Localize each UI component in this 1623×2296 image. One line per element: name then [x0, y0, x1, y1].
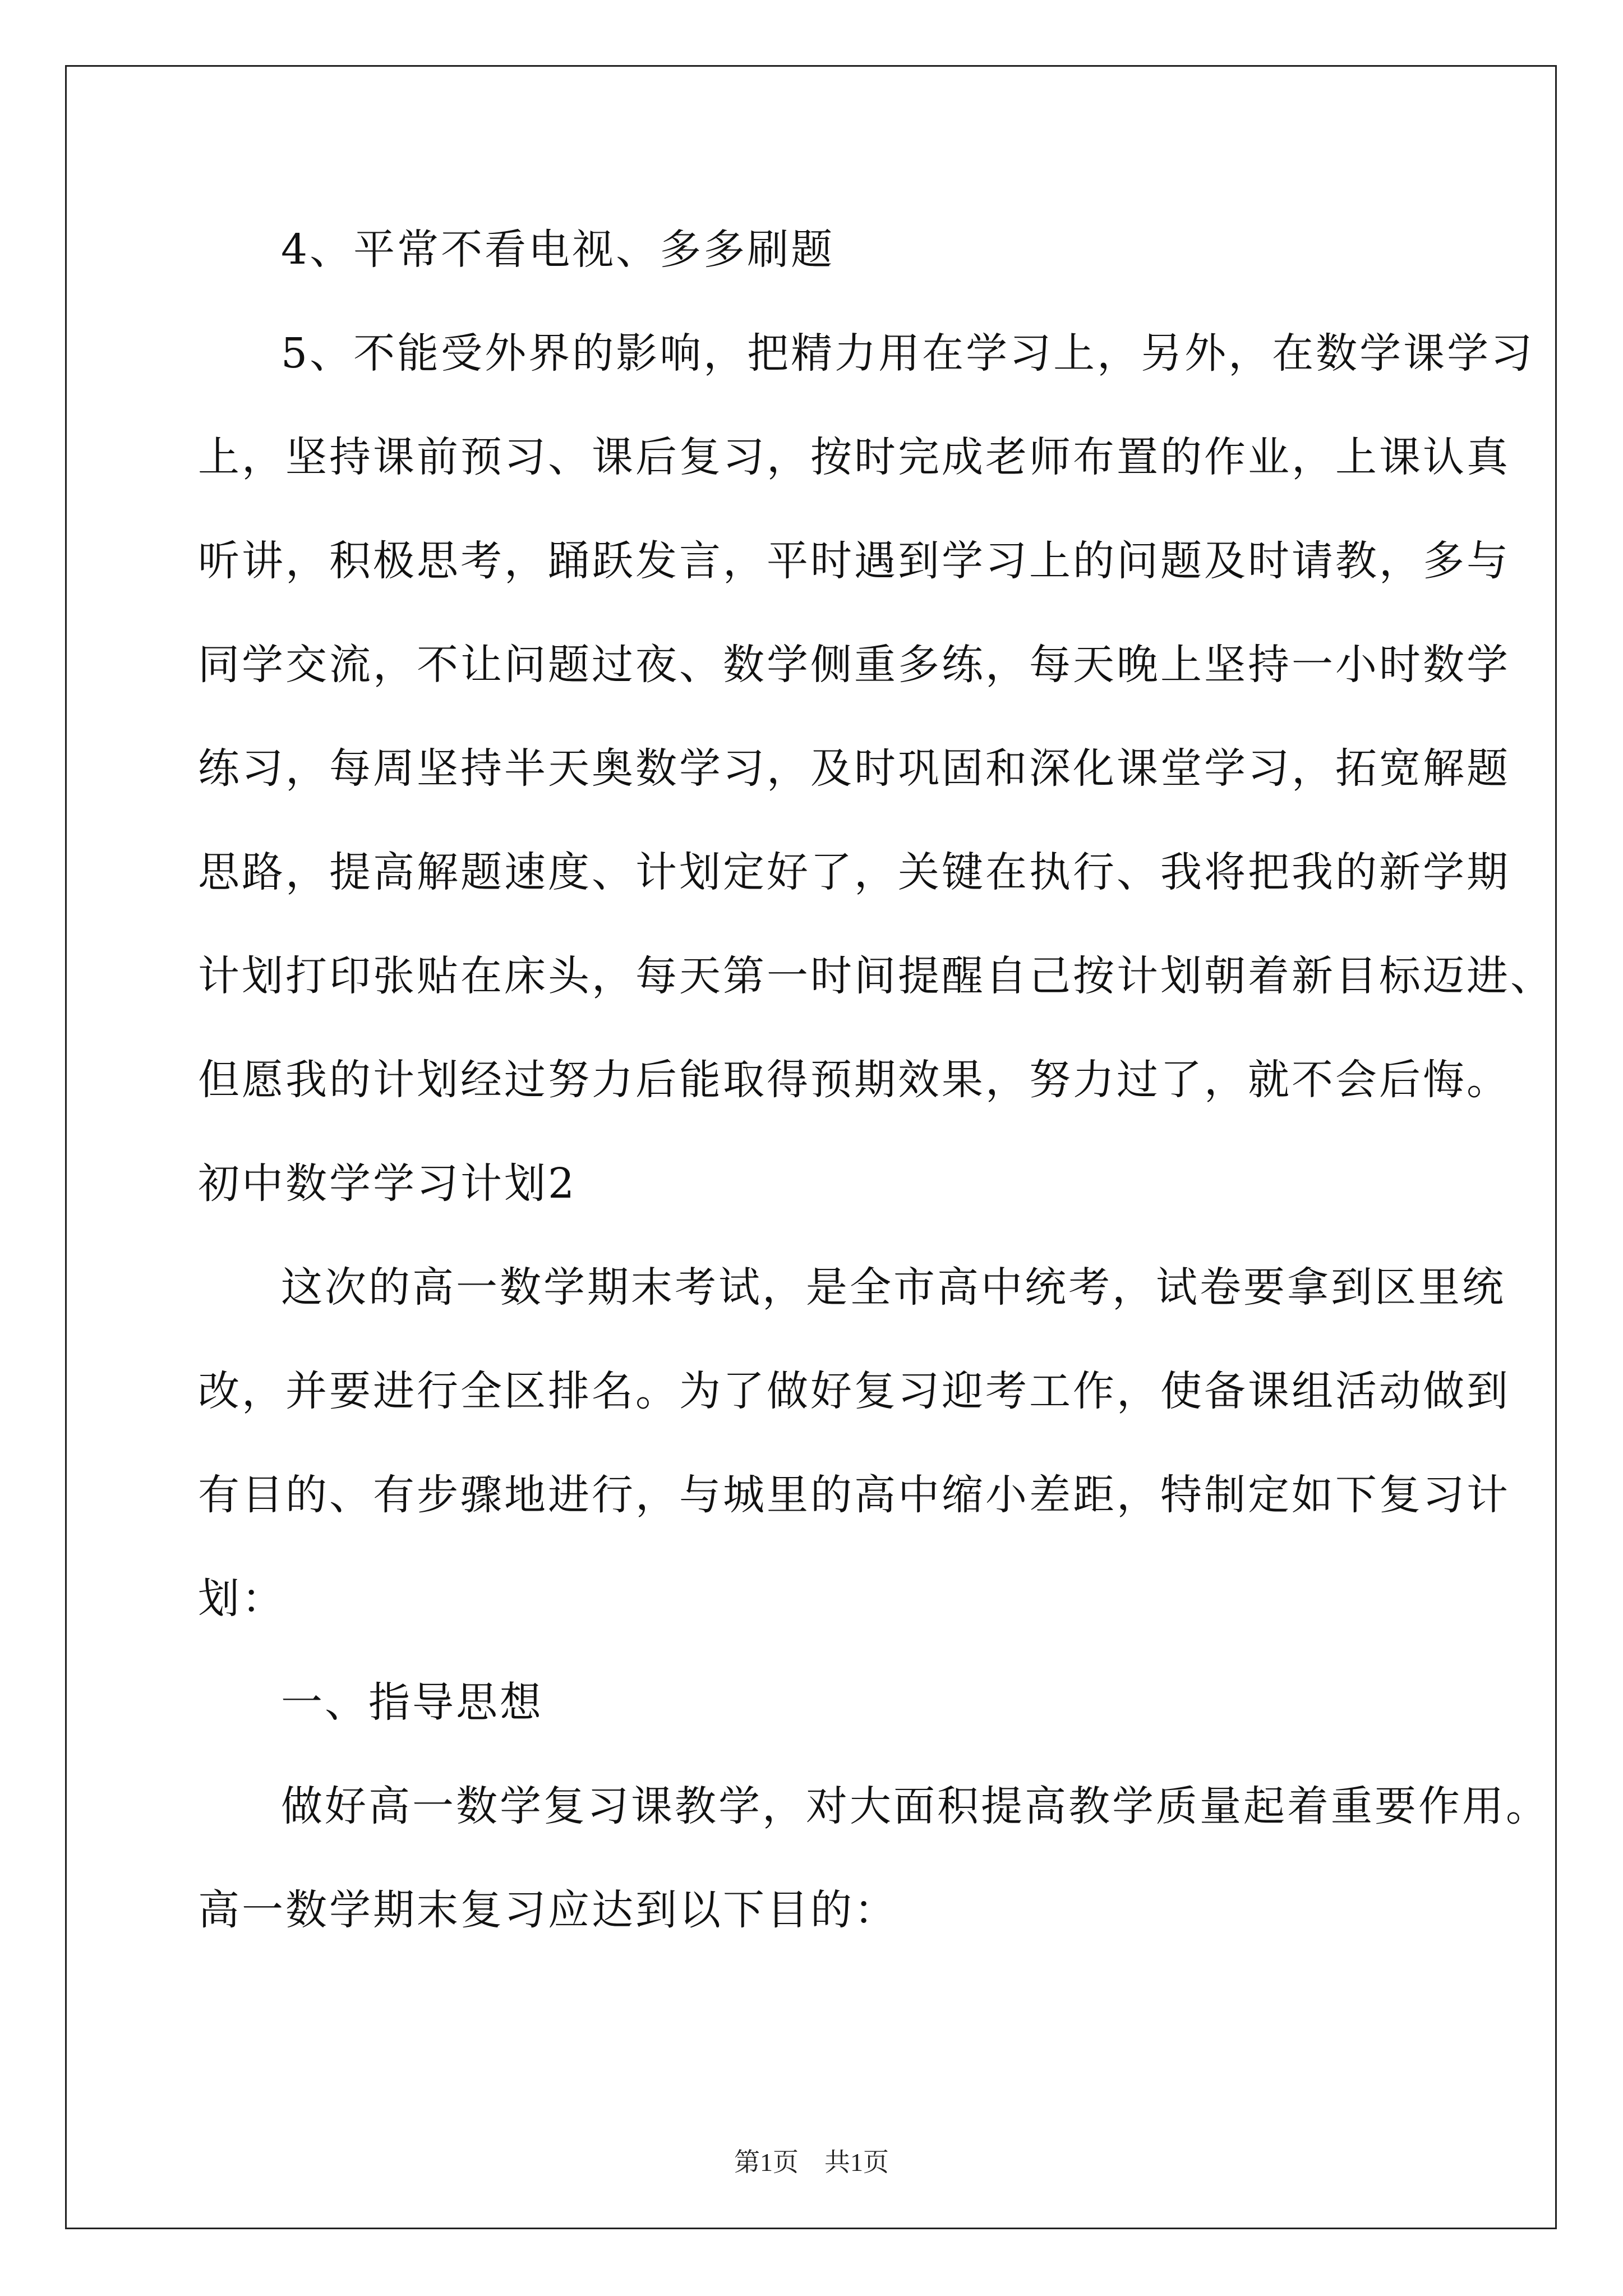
section-heading: 一、指导思想: [281, 1678, 543, 1727]
paragraph-line: 思路，提高解题速度、计划定好了，关键在执行、我将把我的新学期: [198, 848, 1510, 896]
paragraph-line: 4、平常不看电视、多多刷题: [281, 226, 835, 274]
paragraph-line: 有目的、有步骤地进行，与城里的高中缩小差距，特制定如下复习计: [198, 1471, 1510, 1519]
paragraph-line: 听讲，积极思考，踊跃发言，平时遇到学习上的问题及时请教，多与: [198, 537, 1510, 585]
section-title: 初中数学学习计划2: [198, 1159, 577, 1208]
paragraph-line: 划：: [198, 1575, 285, 1623]
paragraph-line: 改，并要进行全区排名。为了做好复习迎考工作，使备课组活动做到: [198, 1367, 1510, 1415]
paragraph-line: 高一数学期末复习应达到以下目的：: [198, 1886, 898, 1934]
paragraph-line: 计划打印张贴在床头，每天第一时间提醒自己按计划朝着新目标迈进、: [198, 952, 1554, 1000]
paragraph-line: 做好高一数学复习课教学，对大面积提高教学质量起着重要作用。: [281, 1782, 1550, 1830]
paragraph-line: 这次的高一数学期末考试，是全市高中统考，试卷要拿到区里统: [281, 1263, 1506, 1312]
paragraph-line: 同学交流，不让问题过夜、数学侧重多练，每天晚上坚持一小时数学: [198, 641, 1510, 689]
page-number: 第1页 共1页: [734, 2148, 889, 2177]
paragraph-line: 5、不能受外界的影响，把精力用在学习上，另外，在数学课学习: [281, 329, 1535, 378]
paragraph-line: 但愿我的计划经过努力后能取得预期效果，努力过了，就不会后悔。: [198, 1056, 1510, 1104]
paragraph-line: 练习，每周坚持半天奥数学习，及时巩固和深化课堂学习，拓宽解题: [198, 744, 1510, 793]
paragraph-line: 上，坚持课前预习、课后复习，按时完成老师布置的作业，上课认真: [198, 433, 1510, 481]
